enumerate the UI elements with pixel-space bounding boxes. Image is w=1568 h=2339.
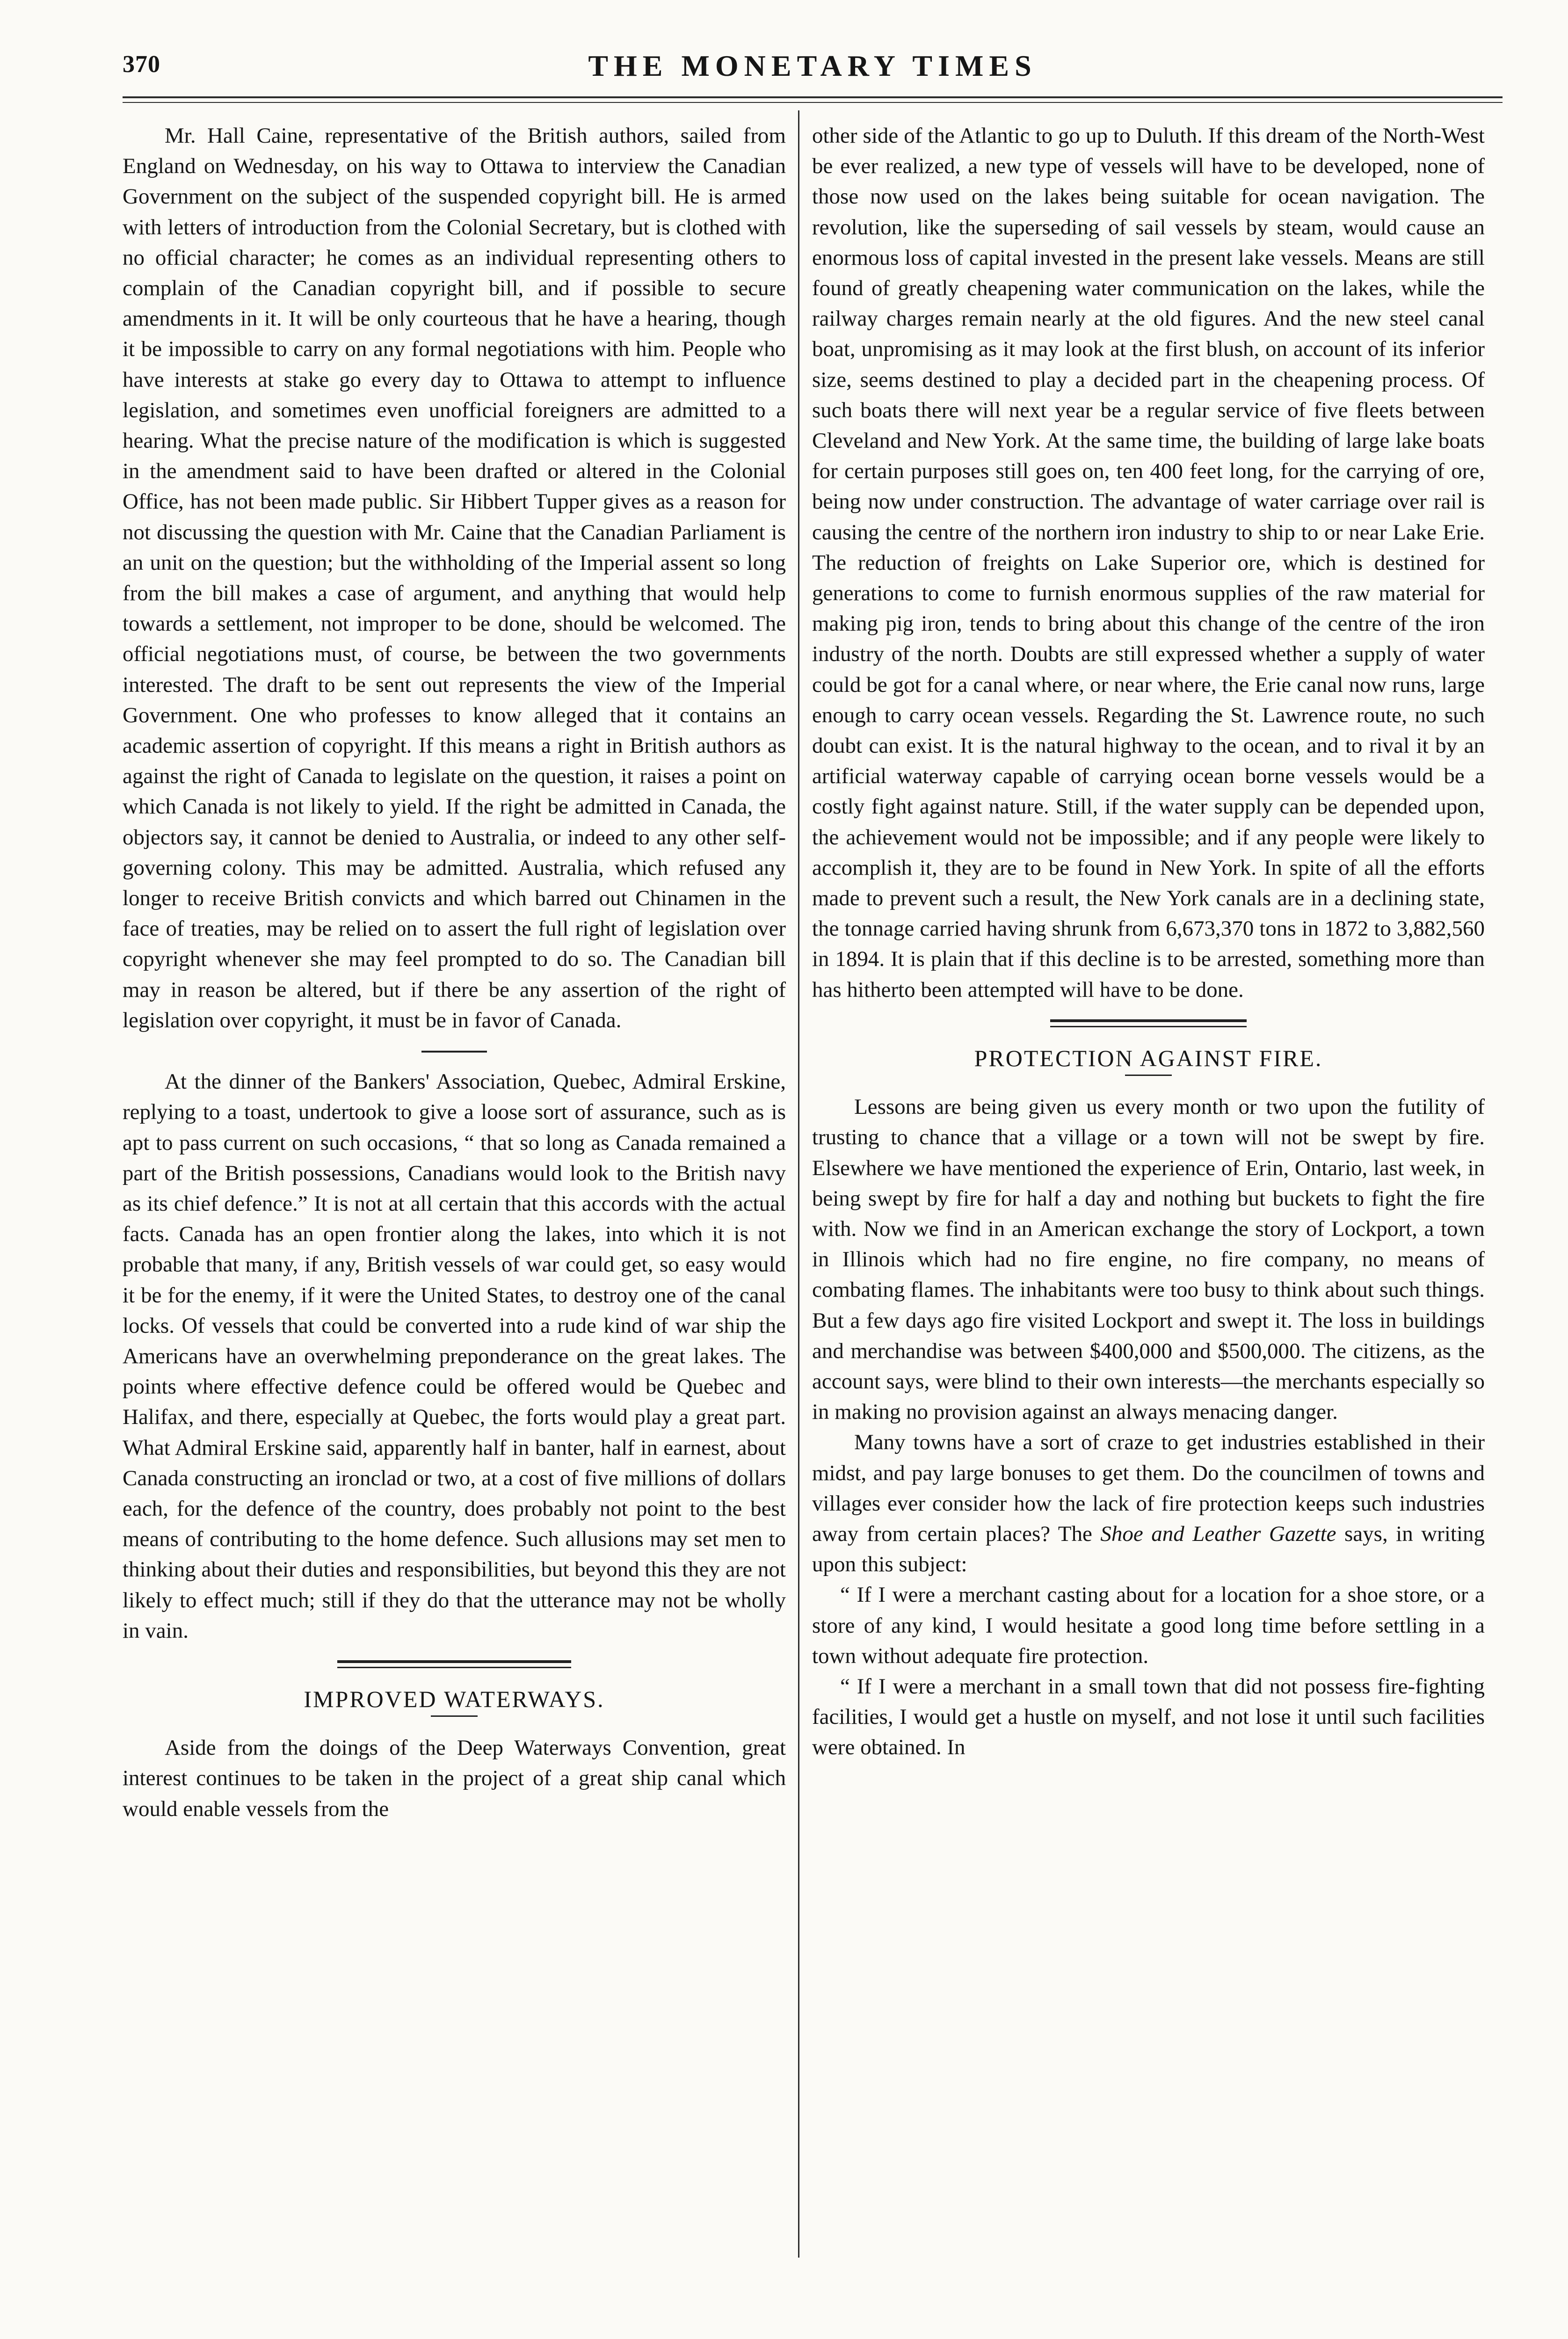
article-waterways-start: Aside from the doings of the Deep Waterways Convention, great interest continues to be taken in the project of a great ship canal which would enable vessels from the: [123, 1736, 786, 1821]
header-rule-top: [123, 96, 1503, 98]
left-column: [123, 121, 786, 2263]
masthead-title: THE MONETARY TIMES: [588, 49, 1037, 82]
column-divider: [798, 110, 799, 2258]
page-header: [123, 51, 1503, 93]
header-rule-bottom: [123, 102, 1503, 103]
section-separator-double: [337, 1660, 571, 1668]
right-column: [812, 121, 1485, 2263]
section-separator: [421, 1051, 487, 1053]
article-copyright-bill: Mr. Hall Caine, representative of the British authors, sailed from England on Wednesday, on his way to Ottawa to interview the Canadian Government on the subject of the suspended copyright bill. He is armed with letters of introduction from the Colonial Secretary, but is clothed with no official character; he comes as an individual representing others to complain of the Canadian copyright bill, and if possible to secure amendments in it. It will be only courteous that he have a hearing, though it be impossible to carry on any formal negotiations with him. People who have interests at stake go every day to Ottawa to attempt to influence legislation, and sometimes even unofficial foreigners are admitted to a hearing. What the precise nature of the modification is which is suggested in the amendment said to have been drafted or altered in the Colonial Office, has not been made public. Sir Hibbert Tupper gives as a reason for not discussing the question with Mr. Caine that the Canadian Parliament is an unit on the question; but the withholding of the Imperial assent so long from the bill makes a case of argument, and anything that would help towards a settlement, not improper to be done, should be welcomed. The official negotiations must, of course, be between the two governments interested. The draft to be sent out represents the view of the Imperial Government. One who professes to know alleged that it contains an academic assertion of copyright. If this means a right in British authors as against the right of Canada to legislate on the question, it raises a point on which Canada is not likely to yield. If the right be admitted in Canada, the objectors say, it cannot be denied to Australia, or indeed to any other self-governing colony. This may be admitted. Australia, which refused any longer to receive British convicts and which barred out Chinamen in the face of treaties, may be relied on to assert the full right of legislation over copyright whenever she may feel prompted to do so. The Canadian bill may in reason be altered, but if there be any assertion of the right of legislation over copyright, it must be in favor of Canada.: [123, 123, 786, 1032]
fire-towns-text: Many towns have a sort of craze to get industries established in their midst, and pay large bonuses to get them. Do the councilmen of towns and villages ever consider how the lack of fire protection keeps such industries away from certain places? The: [812, 1430, 1485, 1546]
heading-underline: [1125, 1075, 1172, 1076]
page-number: 370: [123, 51, 160, 78]
article-waterways-continued: other side of the Atlantic to go up to Duluth. If this dream of the North-West be ever realized, a new type of vessels will have to be developed, none of those now used on the lakes being suitable for ocean navigation. The revolution, like the superseding of sail vessels by steam, would cause an enormous loss of capital invested in the present lake vessels. Means are still found of greatly cheapening water communication on the lakes, while the railway charges remain nearly at the old figures. And the new steel canal boat, unpromising as it may look at the first blush, on account of its inferior size, seems destined to play a decided part in the cheapening process. Of such boats there will next year be a regular service of five fleets between Cleveland and New York. At the same time, the building of large lake boats for certain purposes still goes on, ten 400 feet long, for the carrying of ore, being now under construction. The advantage of water carriage over rail is causing the centre of the northern iron industry to ship to or near Lake Erie. The reduction of freights on Lake Superior ore, which is destined for generations to come to furnish enormous supplies of the raw material for making pig iron, tends to bring about this change of the centre of the iron industry of the north. Doubts are still expressed whether a supply of water could be got for a canal where, or near where, the Erie canal now runs, large enough to carry ocean vessels. Regarding the St. Lawrence route, no such doubt can exist. It is the natural highway to the ocean, and to rival it by an artificial waterway capable of carrying ocean borne vessels would be a costly fight against nature. Still, if the water supply can be depended upon, the achievement would not be impossible; and if any people were likely to accomplish it, they are to be found in New York. In spite of all the efforts made to prevent such a result, the New York canals are in a declining state, the tonnage carried having shrunk from 6,673,370 tons in 1872 to 3,882,560 in 1894. It is plain that if this decline is to be arrested, something more than has hitherto been attempted will have to be done.: [812, 123, 1485, 1002]
article-fire-towns: [812, 1427, 1485, 1580]
heading-underline: [431, 1715, 478, 1717]
fire-towns-text-end: says, in writing upon this subject:: [812, 1521, 1485, 1577]
article-admiral-erskine: At the dinner of the Bankers' Association, Quebec, Admiral Erskine, replying to a toast, undertook to give a loose sort of assurance, such as is apt to pass current on such occasions, “ that so long as Canada remained a part of the British possessions, Canadians would look to the British navy as its chief defence.” It is not at all certain that this accords with the actual facts. Canada has an open frontier along the lakes, into which it is not probable that many, if any, British vessels of war could get, so easy would it be for the enemy, if it were the United States, to destroy one of the canal locks. Of vessels that could be converted into a rude kind of war ship the Americans have an overwhelming preponderance on the great lakes. The points where effective defence could be offered would be Quebec and Halifax, and there, especially at Quebec, the forts would play a great part. What Admiral Erskine said, apparently half in banter, half in earnest, about Canada constructing an ironclad or two, at a cost of five millions of dollars each, for the defence of the country, does probably not point to the best means of contributing to the home defence. Such allusions may set men to thinking about their duties and responsibilities, but beyond this they are not likely to effect much; still if they do that the utterance may not be wholly in vain.: [123, 1069, 786, 1643]
quote-merchant-hustle: “ If I were a merchant in a small town that did not possess fire-fighting facilities, I would get a hustle on myself, and not lose it until such facilities were obtained. In: [812, 1674, 1485, 1760]
section-separator-double: [1050, 1019, 1247, 1027]
article-fire-lessons: Lessons are being given us every month or two upon the futility of trusting to chance that a village or a town will not be swept by fire. Elsewhere we have mentioned the experience of Erin, Ontario, last week, in being swept by fire for half a day and nothing but buckets to fight the fire with. Now we find in an American exchange the story of Lockport, a town in Illinois which had no fire engine, no fire company, no means of combating flames. The inhabitants were too busy to think about such things. But a few days ago fire visited Lockport and swept it. The loss in buildings and merchandise was between $400,000 and $500,000. The citizens, as the account says, were blind to their own interests—the merchants especially so in making no provision against an always menacing danger.: [812, 1095, 1485, 1424]
heading-protection-against-fire: PROTECTION AGAINST FIRE.: [974, 1045, 1323, 1071]
gazette-title: Shoe and Leather Gazette: [1100, 1521, 1336, 1546]
heading-improved-waterways: IMPROVED WATERWAYS.: [304, 1685, 605, 1712]
quote-merchant-location: “ If I were a merchant casting about for a location for a shoe store, or a store of any kind, I would hesitate a good long time before settling in a town without adequate fire protection.: [812, 1583, 1485, 1668]
